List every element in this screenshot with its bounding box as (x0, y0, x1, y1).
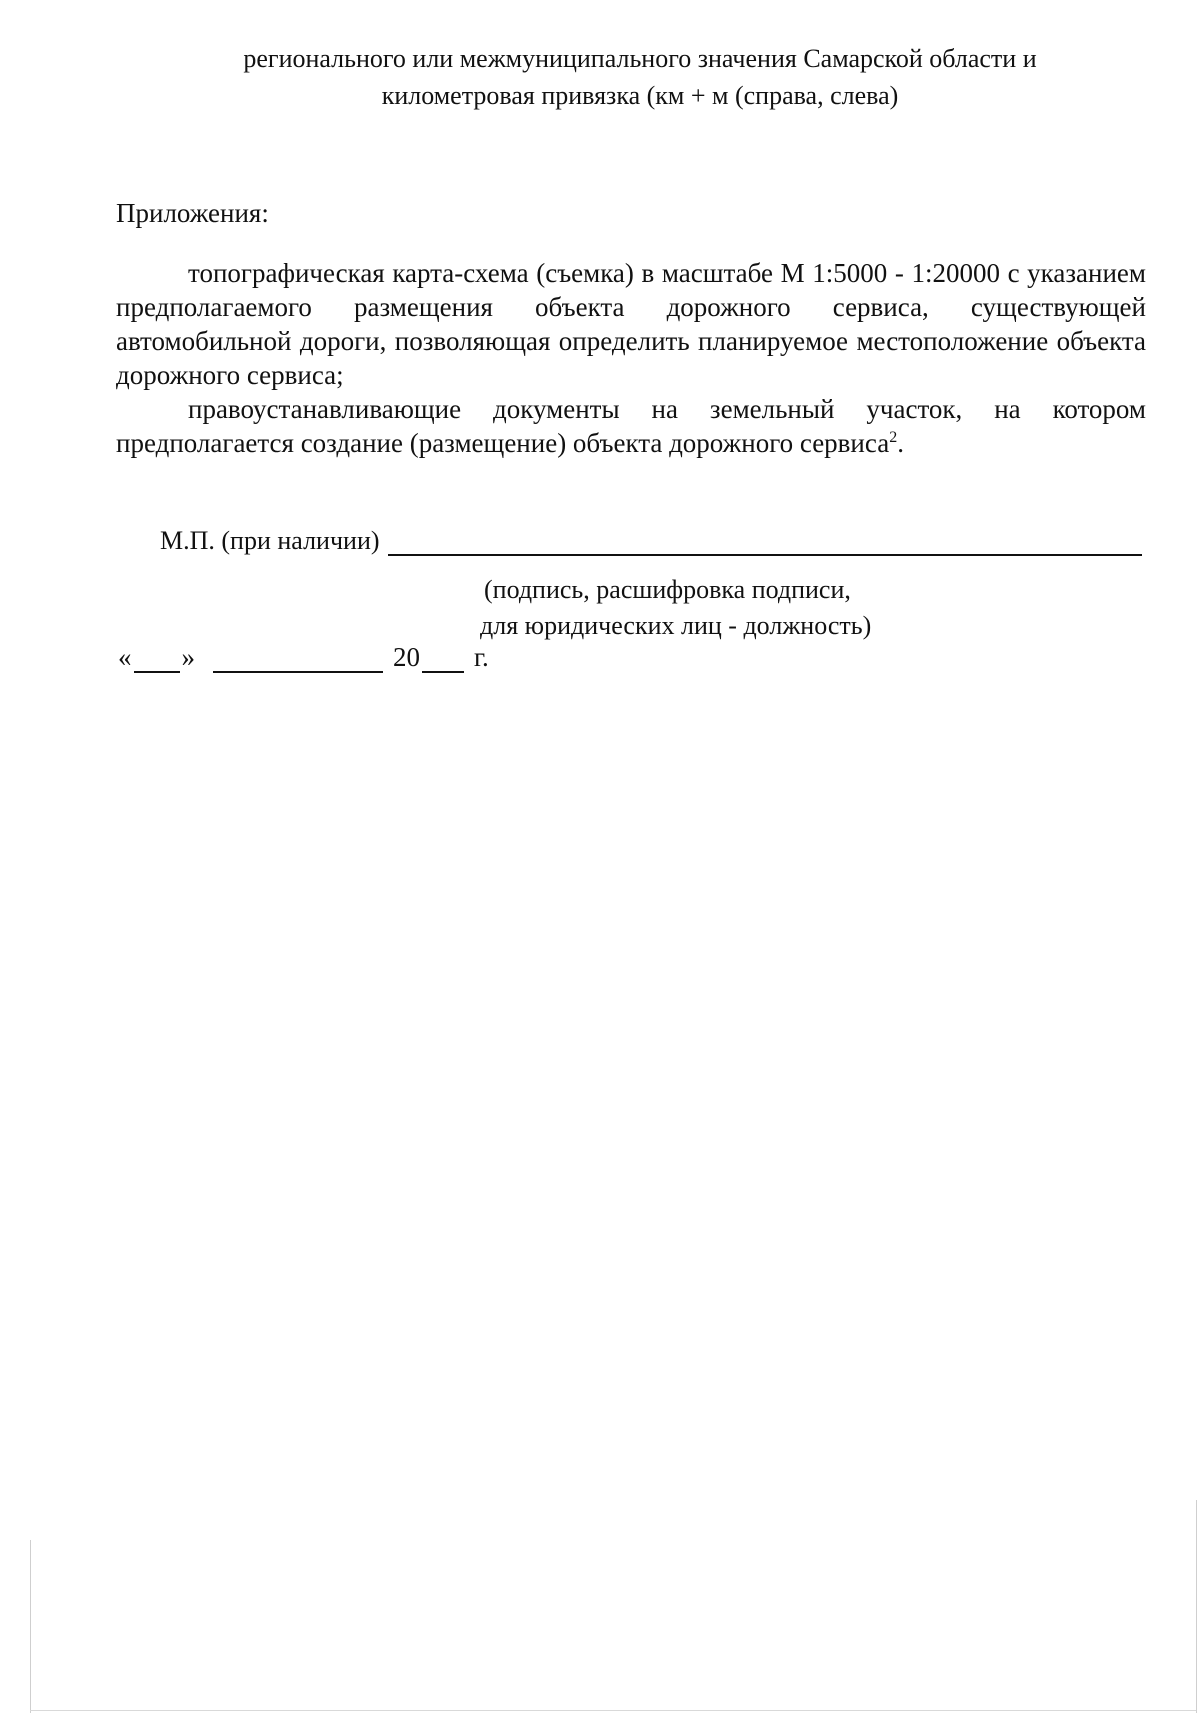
appendix-heading: Приложения: (116, 198, 269, 228)
signature-caption (480, 572, 871, 644)
appendix-item-2 (116, 392, 1146, 460)
date-open-quote: « (118, 642, 132, 672)
date-line (118, 642, 489, 673)
day-blank[interactable] (134, 649, 180, 673)
stamp-signature-line (160, 526, 1142, 556)
signature-caption-line-2: для юридических лиц - должность) (480, 611, 872, 640)
footnote-marker: 2 (889, 429, 898, 446)
appendix-item-2-text: правоустанавливающие документы на земельный участок, на котором предполагается создание (размещение) объекта дорожного сервиса (116, 394, 1146, 458)
signature-blank[interactable] (388, 532, 1142, 556)
date-year-suffix: г. (474, 642, 489, 672)
title-line-1: регионального или межмуниципального значения Самарской области и (243, 44, 1037, 73)
scan-edge-left (30, 1540, 31, 1713)
year-blank[interactable] (422, 649, 464, 673)
date-century: 20 (393, 642, 420, 672)
title-block (120, 40, 1160, 114)
appendix-list (116, 256, 1146, 460)
appendix-item-2-end: . (897, 428, 904, 458)
stamp-label: М.П. (при наличии) (160, 526, 380, 555)
signature-caption-line-1: (подпись, расшифровка подписи, (484, 575, 851, 604)
scan-edge-bottom (30, 1710, 1196, 1711)
title-line-2: километровая привязка (км + м (справа, слева) (381, 81, 899, 110)
scan-edge-right (1196, 1500, 1197, 1713)
month-blank[interactable] (213, 649, 383, 673)
date-close-quote: » (181, 642, 195, 672)
appendix-item-1: топографическая карта-схема (съемка) в масштабе М 1:5000 - 1:20000 с указанием предполагаемого размещения объекта дорожного сервиса, существующей автомобильной дороги, позволяющая определить планируемое местоположение объекта дорожного сервиса; (116, 258, 1146, 390)
